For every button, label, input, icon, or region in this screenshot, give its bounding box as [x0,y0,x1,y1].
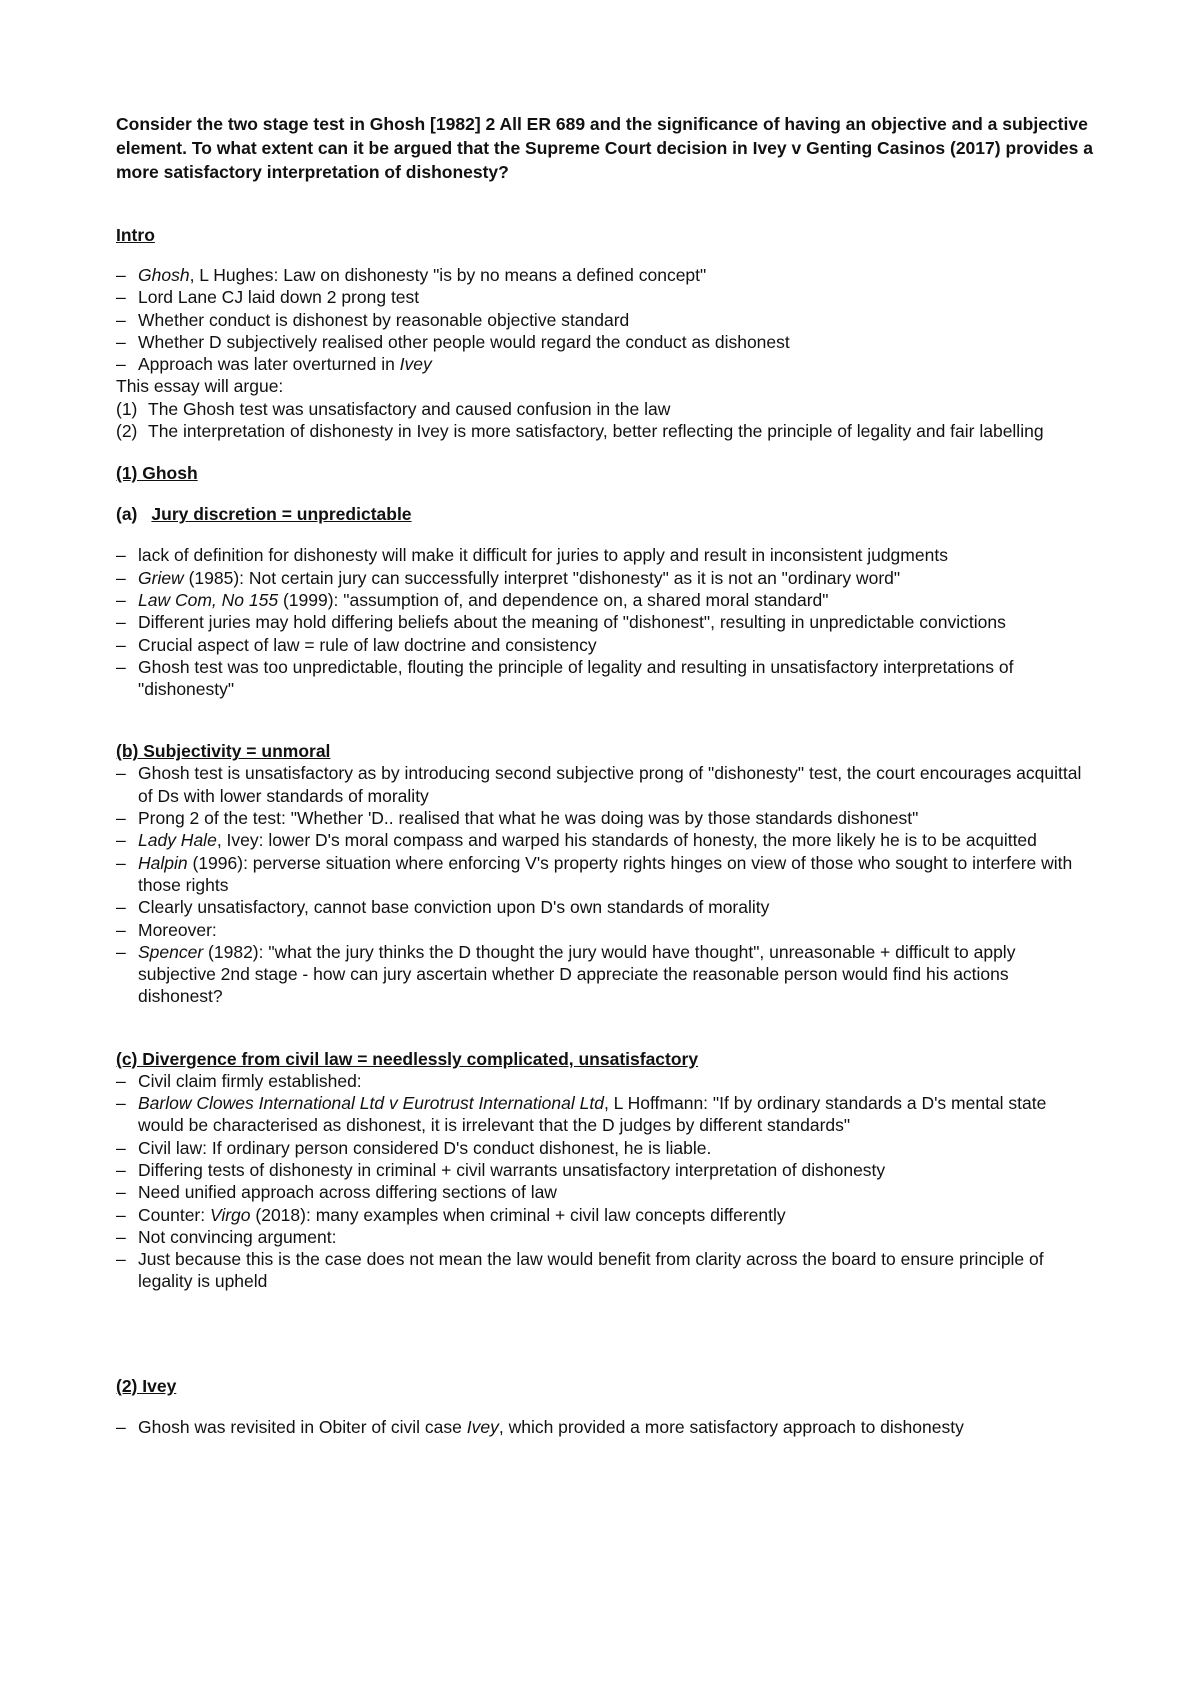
list-item: – Moreover: [116,919,1096,941]
intro-bullet-list [116,264,1096,375]
list-item: (2) The interpretation of dishonesty in Ivey is more satisfactory, better reflecting the principle of legality and fair labelling [116,421,1044,442]
case-name: Law Com, No 155 [138,589,279,610]
case-name: Spencer [138,941,204,962]
list-item: – Spencer (1982): "what the jury thinks the D thought the jury would have thought", unreasonable + difficult to apply subjective 2nd stage - how can jury ascertain whether D appreciate the reasonable person would find his actions dishonest? [116,941,1096,1008]
list-item: – Barlow Clowes International Ltd v Eurotrust International Ltd, L Hoffmann: "If by ordinary standards a D's mental state would be characterised as dishonest, it is irrelevant that the D judges by different standards" [116,1092,1096,1137]
case-name: Ghosh [138,265,190,285]
list-item: – Civil law: If ordinary person considered D's conduct dishonest, he is liable. [116,1137,1096,1159]
case-name: Barlow Clowes International Ltd v Eurotrust International Ltd [138,1093,604,1114]
ivey-bullet-list [116,1416,1096,1438]
list-item: – Lord Lane CJ laid down 2 prong test [116,286,1096,308]
list-item: – Whether conduct is dishonest by reasonable objective standard [116,309,1096,331]
ghosh-a-bullet-list [116,544,1096,700]
list-item: – Differing tests of dishonesty in criminal + civil warrants unsatisfactory interpretation of dishonesty [116,1159,1096,1181]
list-item: – Counter: Virgo (2018): many examples when criminal + civil law concepts differently [116,1204,1096,1226]
list-item: – Halpin (1996): perverse situation where enforcing V's property rights hinges on view of those who sought to interfere with those rights [116,852,1096,897]
case-name: Ivey [399,354,432,375]
list-item: – Ghosh test was too unpredictable, flouting the principle of legality and resulting in unsatisfactory interpretations of "dishonesty" [116,656,1096,701]
essay-question: Consider the two stage test in Ghosh [1982] 2 All ER 689 and the significance of having an objective and a subjective element. To what extent can it be argued that the Supreme Court decision in Ivey v Genting Casinos (2017) provides a more satisfactory interpretation of dishonesty? [116,114,1093,182]
ghosh-c-bullet-list [116,1070,1096,1293]
list-item: – Ghosh test is unsatisfactory as by introducing second subjective prong of "dishonesty" test, the court encourages acquittal of Ds with lower standards of morality [116,762,1096,807]
subheading-c: (c) Divergence from civil law = needlessly complicated, unsatisfactory [116,1048,699,1069]
list-item: – Approach was later overturned in Ivey [116,353,1096,375]
section-heading-ghosh: (1) Ghosh [116,463,198,484]
list-item: – Crucial aspect of law = rule of law doctrine and consistency [116,634,1096,656]
list-item: – Prong 2 of the test: "Whether 'D.. realised that what he was doing was by those standards dishonest" [116,807,1096,829]
list-item: – Griew (1985): Not certain jury can successfully interpret "dishonesty" as it is not an "ordinary word" [116,567,1096,589]
list-item: (1) The Ghosh test was unsatisfactory and caused confusion in the law [116,398,671,419]
list-item: – Clearly unsatisfactory, cannot base conviction upon D's own standards of morality [116,896,1096,918]
subheading-b: (b) Subjectivity = unmoral [116,741,331,762]
list-item: – Law Com, No 155 (1999): "assumption of, and dependence on, a shared moral standard" [116,589,1096,611]
list-item: – Ghosh was revisited in Obiter of civil case Ivey, which provided a more satisfactory approach to dishonesty [116,1416,1096,1438]
list-item: – Different juries may hold differing beliefs about the meaning of "dishonest", resulting in unpredictable convictions [116,611,1096,633]
list-item: – Not convincing argument: [116,1226,1096,1248]
intro-numbered-list [116,398,1096,443]
argue-line: This essay will argue: [116,376,284,397]
ghosh-b-bullet-list [116,762,1096,1007]
section-heading-ivey: (2) Ivey [116,1375,177,1396]
case-name: Griew [138,567,184,588]
document-page [116,112,1096,1438]
case-name: Ivey [466,1416,499,1437]
list-item: – Lady Hale, Ivey: lower D's moral compass and warped his standards of honesty, the more likely he is to be acquitted [116,829,1096,851]
list-item: – lack of definition for dishonesty will make it difficult for juries to apply and result in inconsistent judgments [116,544,1096,566]
list-item: – Ghosh, L Hughes: Law on dishonesty "is by no means a defined concept" [116,264,1096,286]
list-item: – Need unified approach across differing sections of law [116,1181,1096,1203]
subheading-a: (a) Jury discretion = unpredictable [116,504,412,525]
case-name: Virgo [209,1204,251,1225]
list-item: – Just because this is the case does not mean the law would benefit from clarity across the board to ensure principle of legality is upheld [116,1248,1096,1293]
list-item: – Civil claim firmly established: [116,1070,1096,1092]
list-item: – Whether D subjectively realised other people would regard the conduct as dishonest [116,331,1096,353]
section-heading-intro: Intro [116,225,155,245]
case-name: Lady Hale [138,830,217,851]
case-name: Halpin [138,852,188,873]
